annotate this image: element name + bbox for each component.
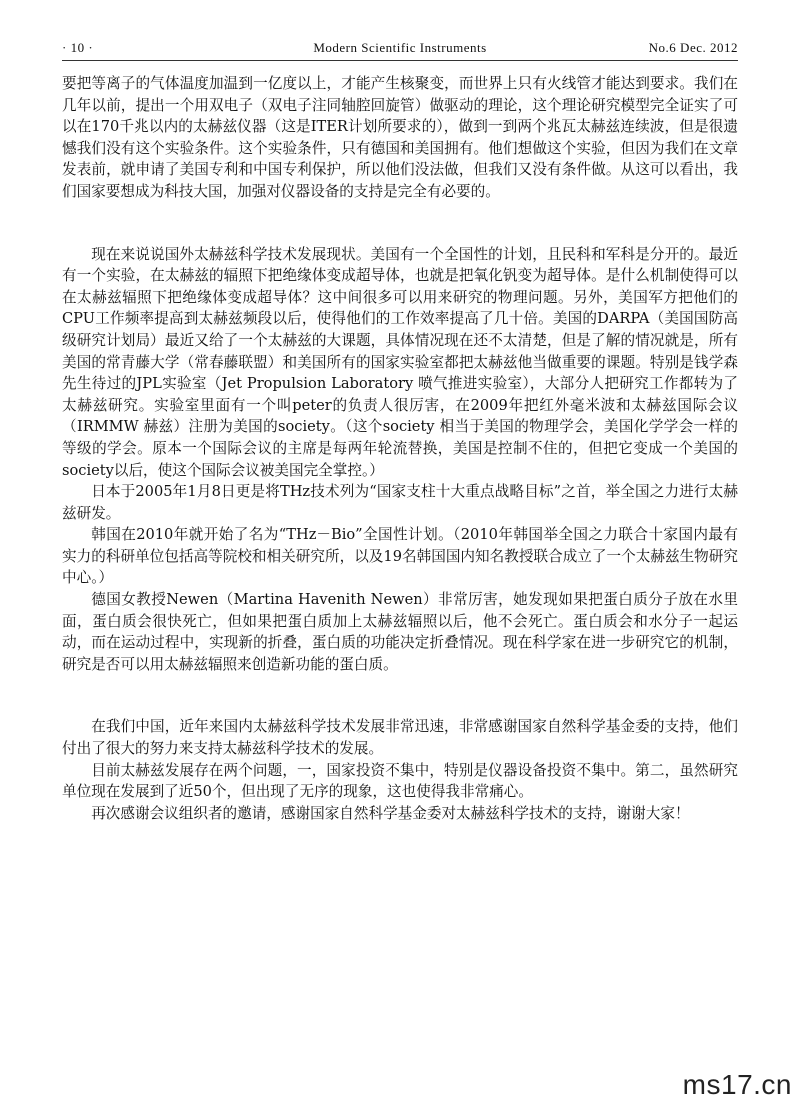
section-gap xyxy=(62,203,738,224)
paragraph: 日本于2005年1月8日更是将THz技术列为“国家支柱十大重点战略目标”之首，举全国之力进行太赫兹研发。 xyxy=(62,483,738,522)
section-gap xyxy=(62,224,738,244)
site-watermark: ms17.cn xyxy=(682,1069,792,1100)
running-header xyxy=(62,38,738,60)
issue-info: No.6 Dec. 2012 xyxy=(648,40,738,55)
section-gap xyxy=(62,675,738,696)
paragraph: 在我们中国，近年来国内太赫兹科学技术发展非常迅速，非常感谢国家自然科学基金委的支持，他们付出了很大的努力来支持太赫兹科学技术的发展。 xyxy=(62,718,738,758)
paragraph: 要把等离子的气体温度加温到一亿度以上，才能产生核聚变，而世界上只有火线管才能达到要求。我们在几年以前，提出一个用双电子（双电子注同轴腔回旋管）做驱动的理论，这个理论研究模型完全证实了可以在170千兆以内的太赫兹仪器（这是ITER计划所要求的），做到一到两个兆瓦太赫兹连续波，但是很遗憾我们没有这个实验条件。这个实验条件，只有德国和美国拥有。他们想做这个实验，但因为我们在文章发表前，就申请了美国专利和中国专利保护，所以他们没法做，但我们又没有条件做。从这可以看出，我们国家要想成为科技大国，加强对仪器设备的支持是完全有必要的。 xyxy=(62,75,738,200)
header-rule xyxy=(62,60,738,61)
paragraph: 再次感谢会议组织者的邀请，感谢国家自然科学基金委对太赫兹科学技术的支持，谢谢大家！ xyxy=(91,804,690,822)
paragraph: 目前太赫兹发展存在两个问题，一，国家投资不集中，特别是仪器设备投资不集中。第二，虽然研究单位现在发展到了近50个，但出现了无序的现象，这也使得我非常痛心。 xyxy=(62,761,738,801)
article-body xyxy=(62,73,738,824)
journal-title: Modern Scientific Instruments xyxy=(313,40,487,55)
paragraph: 德国女教授Newen（Martina Havenith Newen）非常厉害，她发现如果把蛋白质分子放在水里面，蛋白质会很快死亡，但如果把蛋白质加上太赫兹辐照以后，他不会死亡。蛋白质会和水分子一起运动，而在运动过程中，实现新的折叠，蛋白质的功能决定折叠情况。现在科学家在进一步研究它的机制，研究是否可以用太赫兹辐照来创造新功能的蛋白质。 xyxy=(62,591,738,673)
paragraph: 现在来说说国外太赫兹科学技术发展现状。美国有一个全国性的计划，且民科和军科是分开的。最近有一个实验，在太赫兹的辐照下把绝缘体变成超导体，也就是把氧化钒变为超导体。是什么机制使得可以在太赫兹辐照下把绝缘体变成超导体？这中间很多可以用来研究的物理问题。另外，美国军方把他们的CPU工作频率提高到太赫兹频段以后，使得他们的工作效率提高了几十倍。美国的DARPA（美国国防高级研究计划局）最近又给了一个太赫兹的大课题，具体情况现在还不太清楚，但是了解的情况就是，所有美国的常青藤大学（常春藤联盟）和美国所有的国家实验室都把太赫兹他当做重要的课题。特别是钱学森先生待过的JPL实验室（Jet Propulsion Laboratory 喷气推进实验室），大部分人把研究工作都转为了太赫兹研究。实验室里面有一个叫peter的负责人很厉害，在2009年把红外毫米波和太赫兹国际会议（IRMMW 赫兹）注册为美国的society。（这个society 相当于美国的物理学会，美国化学学会一样的等级的学会。原本一个国际会议的主席是每两年轮流替换，美国是控制不住的，但把它变成一个美国的society以后，使这个国际会议被美国完全掌控。） xyxy=(62,245,738,479)
page-number: · 10 · xyxy=(62,40,94,55)
paragraph: 韩国在2010年就开始了名为“THz－Bio”全国性计划。（2010年韩国举全国之力联合十家国内最有实力的科研单位包括高等院校和相关研究所，以及19名韩国国内知名教授联合成立了一个太赫兹生物研究中心。） xyxy=(62,526,738,587)
section-gap xyxy=(62,696,738,716)
